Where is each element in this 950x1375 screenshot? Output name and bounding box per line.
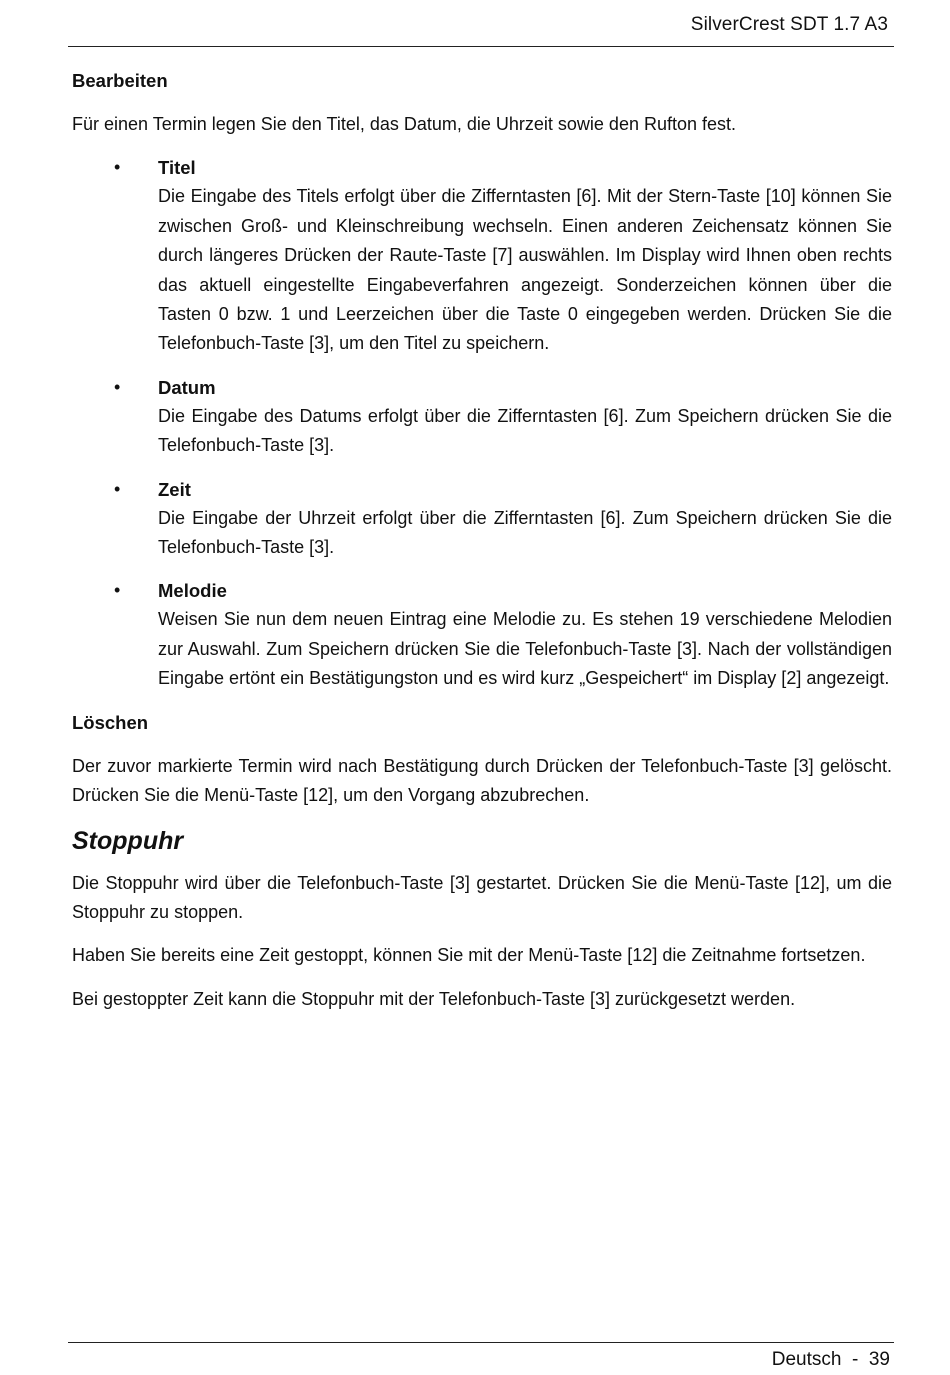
- item-text: Die Eingabe des Titels erfolgt über die Zifferntasten [6]. Mit der Stern-Taste [10] können Sie zwischen Groß- und Kleinschreibung wechseln. Einen anderen Zeichensatz können Sie durch längeres Drücken der Raute-Taste [7] auswählen. Im Display wird Ihnen oben rechts das aktuell eingestellte Eingabeverfahren angezeigt. Sonderzeichen können über die Tasten 0 bzw. 1 und Leerzeichen über die Taste 0 eingegeben werden. Drücken Sie die Telefonbuch-Taste [3], um den Titel zu speichern.: [158, 186, 892, 354]
- item-title: Zeit: [158, 478, 191, 500]
- page-header: [68, 0, 894, 47]
- list-item-zeit: [72, 475, 892, 563]
- heading-stoppuhr: Stoppuhr: [72, 826, 184, 855]
- delete-paragraph: Der zuvor markierte Termin wird nach Bestätigung durch Drücken der Telefonbuch-Taste [3] gelöscht. Drücken Sie die Menü-Taste [12], um den Vorgang abzubrechen.: [72, 755, 892, 806]
- item-text: Die Eingabe der Uhrzeit erfolgt über die Zifferntasten [6]. Zum Speichern drücken Sie die Telefonbuch-Taste [3].: [158, 507, 892, 558]
- bullet-icon: •: [114, 580, 121, 601]
- item-text: Weisen Sie nun dem neuen Eintrag eine Melodie zu. Es stehen 19 verschiedene Melodien zur Auswahl. Zum Speichern drücken Sie die Telefonbuch-Taste [3]. Nach der vollständigen Eingabe ertönt ein Bestätigungston und es wird kurz „Gespeichert“ im Display [2] angezeigt.: [158, 609, 892, 689]
- edit-fields-list: [72, 153, 892, 693]
- bullet-icon: •: [114, 478, 121, 499]
- item-title: Datum: [158, 376, 216, 398]
- document-title: SilverCrest SDT 1.7 A3: [690, 14, 888, 35]
- bullet-icon: •: [114, 376, 121, 397]
- page-footer: [68, 1342, 894, 1375]
- intro-paragraph: Für einen Termin legen Sie den Titel, das Datum, die Uhrzeit sowie den Rufton fest.: [72, 114, 737, 134]
- list-item-titel: [72, 153, 892, 358]
- heading-bearbeiten: Bearbeiten: [72, 70, 168, 91]
- stopwatch-paragraph-3: Bei gestoppter Zeit kann die Stoppuhr mit der Telefonbuch-Taste [3] zurückgesetzt werden.: [72, 988, 796, 1009]
- page-number: Deutsch - 39: [771, 1349, 890, 1370]
- heading-loeschen: Löschen: [72, 711, 149, 733]
- page-content: [72, 66, 892, 1028]
- item-title: Titel: [158, 157, 196, 179]
- stopwatch-paragraph-2: Haben Sie bereits eine Zeit gestoppt, können Sie mit der Menü-Taste [12] die Zeitnahme fortsetzen.: [72, 945, 866, 966]
- item-text: Die Eingabe des Datums erfolgt über die Zifferntasten [6]. Zum Speichern drücken Sie die Telefonbuch-Taste [3].: [158, 405, 892, 456]
- list-item-datum: [72, 373, 892, 461]
- list-item-melodie: [72, 576, 892, 693]
- bullet-icon: •: [114, 157, 121, 178]
- stopwatch-paragraph-1: Die Stoppuhr wird über die Telefonbuch-Taste [3] gestartet. Drücken Sie die Menü-Taste [12], um die Stoppuhr zu stoppen.: [72, 872, 892, 922]
- item-title: Melodie: [158, 580, 227, 602]
